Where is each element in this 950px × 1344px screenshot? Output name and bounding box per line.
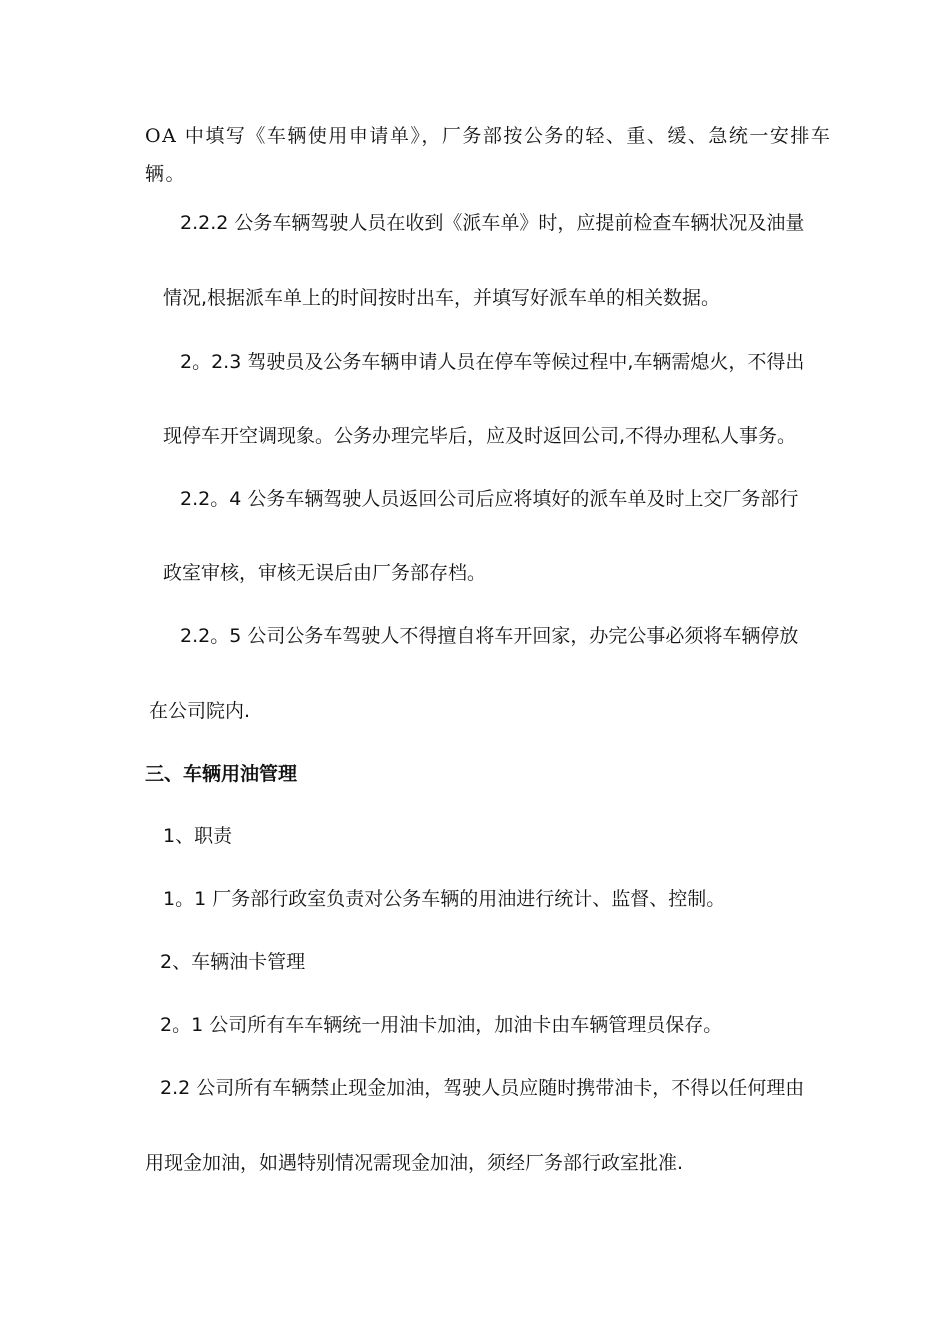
subsection-title-duties: 1、职责 — [163, 825, 233, 847]
paragraph-line-8: 政室审核，审核无误后由厂务部存档。 — [163, 562, 487, 584]
paragraph-line-3: 2.2.2 公务车辆驾驶人员在收到《派车单》时，应提前检查车辆状况及油量 — [180, 212, 805, 234]
paragraph-line-13: 1。1 厂务部行政室负责对公务车辆的用油进行统计、监督、控制。 — [163, 888, 726, 910]
paragraph-line-10: 在公司院内. — [149, 700, 251, 722]
paragraph-line-4: 情况,根据派车单上的时间按时出车，并填写好派车单的相关数据。 — [163, 287, 721, 309]
section-heading: 三、车辆用油管理 — [145, 763, 298, 785]
paragraph-line-9: 2.2。5 公司公务车驾驶人不得擅自将车开回家，办完公事必须将车辆停放 — [180, 625, 799, 647]
paragraph-line-6: 现停车开空调现象。公务办理完毕后，应及时返回公司,不得办理私人事务。 — [163, 425, 797, 447]
paragraph-line-1: OA 中填写《车辆使用申请单》，厂务部按公务的轻、重、缓、急统一安排车 — [145, 125, 832, 147]
subsection-title-fuel-card: 2、车辆油卡管理 — [160, 951, 306, 973]
paragraph-line-7: 2.2。4 公务车辆驾驶人员返回公司后应将填好的派车单及时上交厂务部行 — [180, 488, 799, 510]
paragraph-line-5: 2。2.3 驾驶员及公务车辆申请人员在停车等候过程中,车辆需熄火，不得出 — [180, 351, 805, 373]
paragraph-line-16: 2.2 公司所有车辆禁止现金加油，驾驶人员应随时携带油卡，不得以任何理由 — [160, 1077, 805, 1099]
paragraph-line-17: 用现金加油，如遇特别情况需现金加油，须经厂务部行政室批准. — [145, 1152, 684, 1174]
paragraph-line-2: 辆。 — [145, 163, 187, 185]
paragraph-line-15: 2。1 公司所有车车辆统一用油卡加油，加油卡由车辆管理员保存。 — [160, 1014, 723, 1036]
